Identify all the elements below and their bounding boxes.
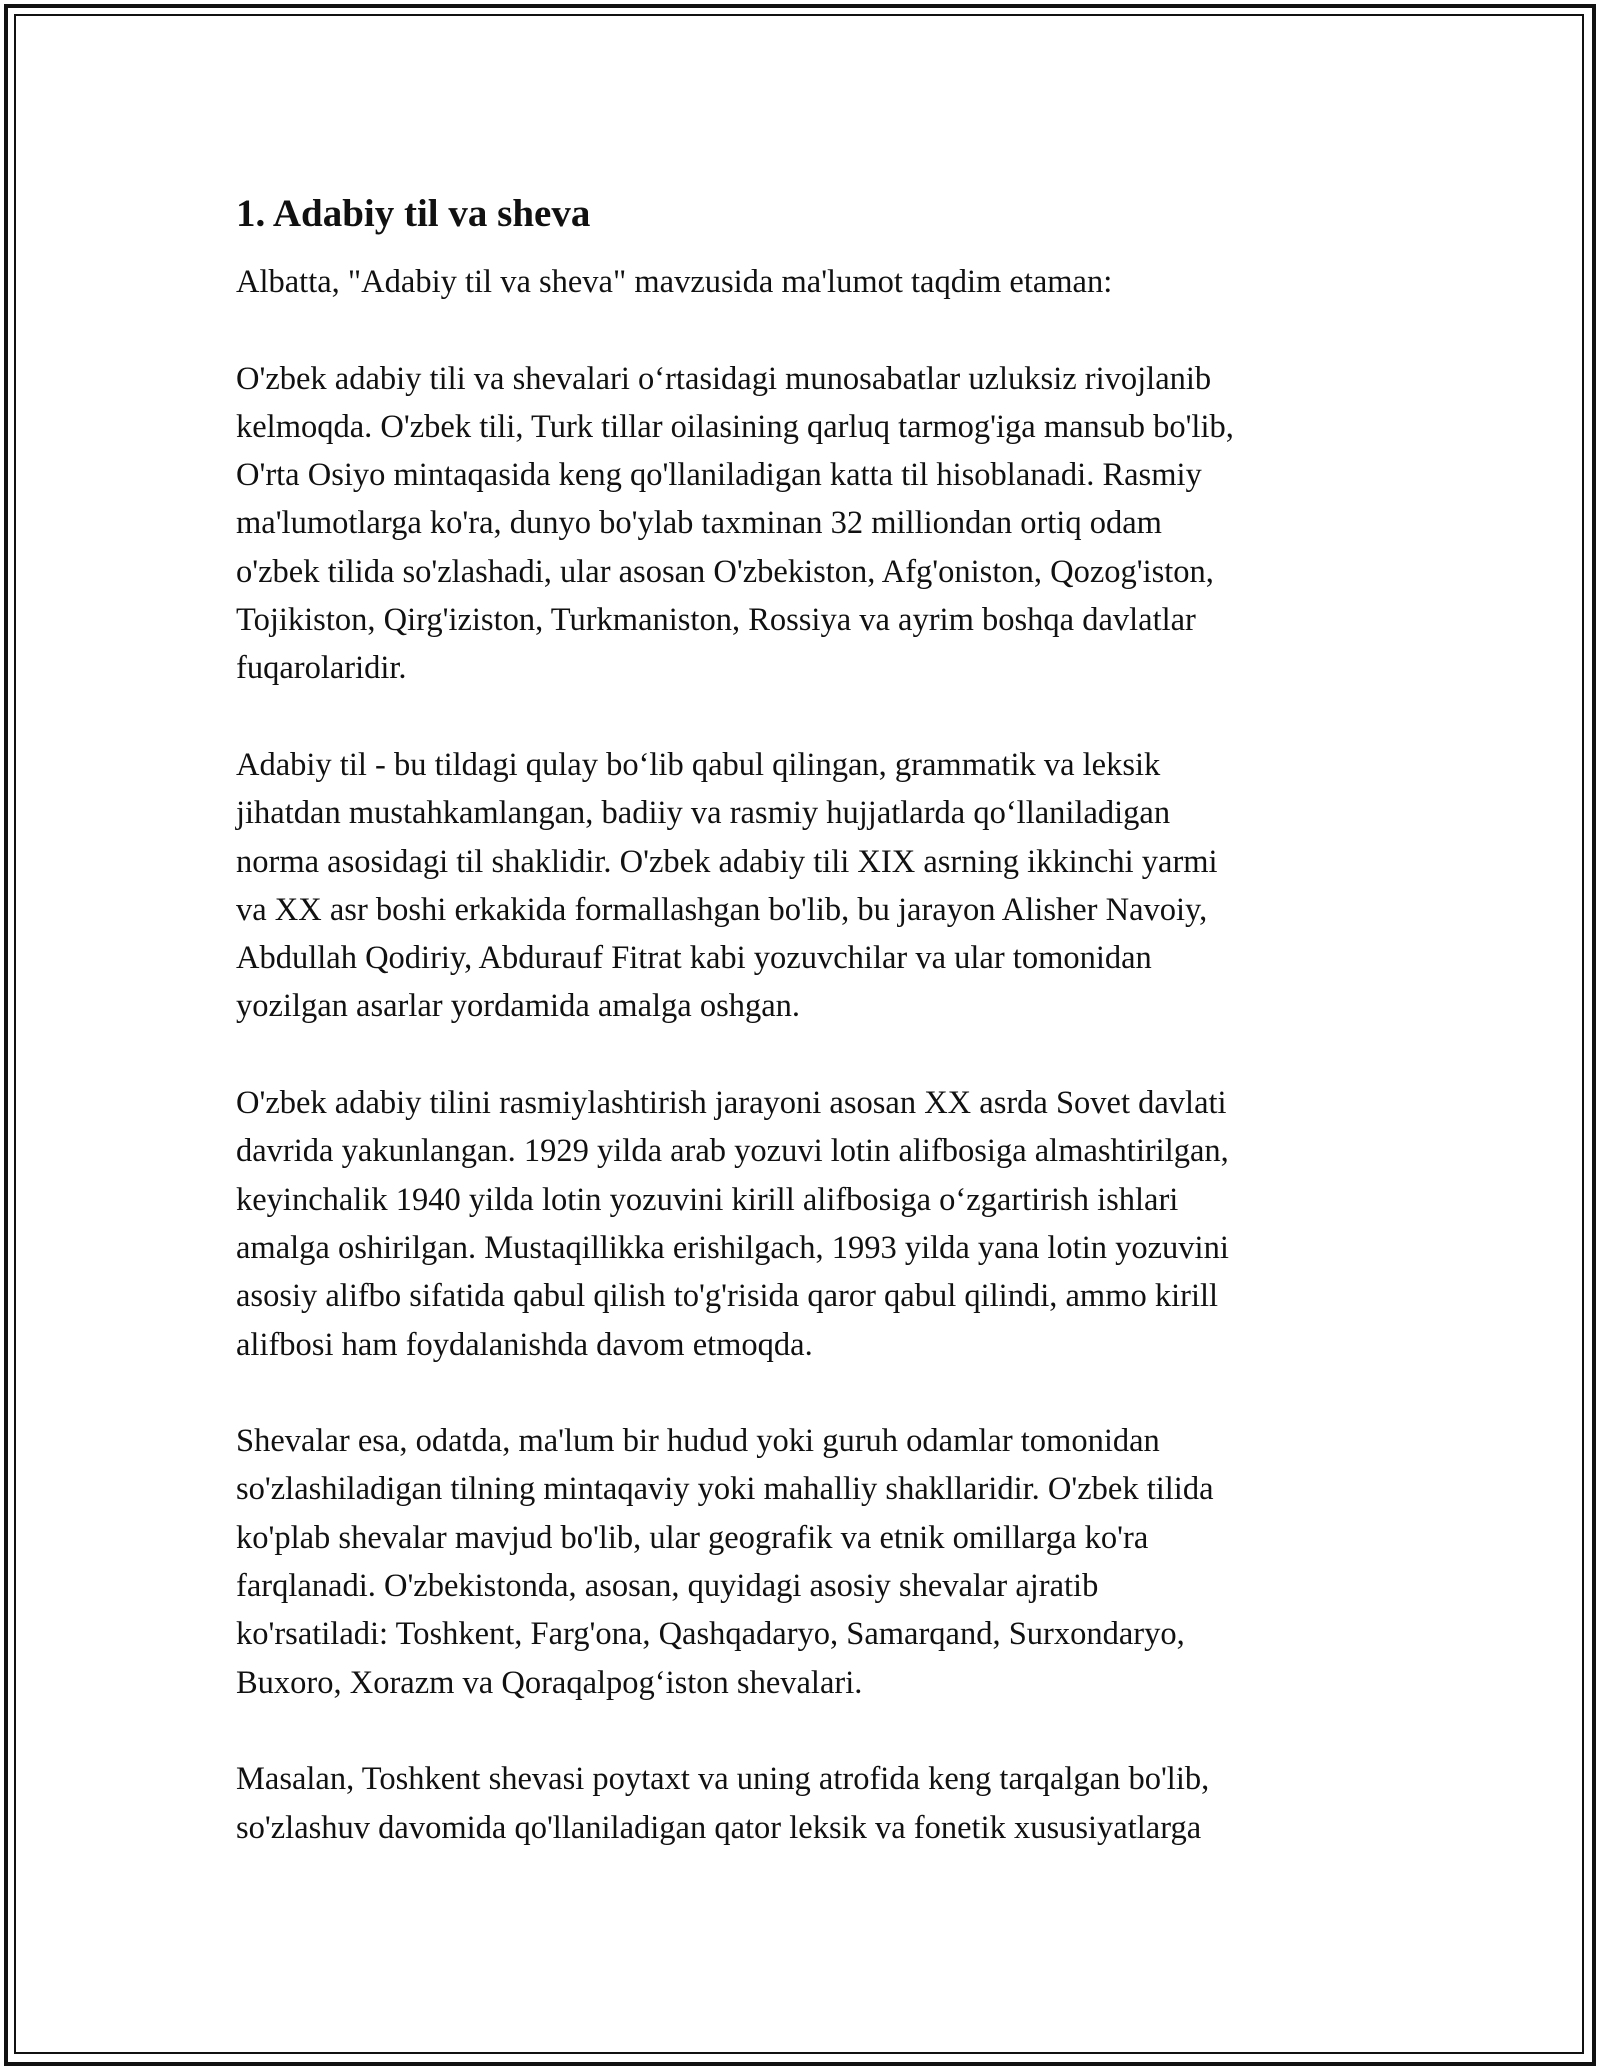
text-line: Shevalar esa, odatda, ma'lum bir hudud yoki guruh odamlar tomonidan [236, 1423, 1160, 1460]
text-line: norma asosidagi til shaklidir. O'zbek adabiy tili XIX asrning ikkinchi yarmi [236, 843, 1218, 880]
paragraph-example [236, 1755, 1376, 1852]
text-line: yozilgan asarlar yordamida amalga oshgan. [236, 988, 801, 1025]
text-line: Masalan, Toshkent shevasi poytaxt va uning atrofida keng tarqalgan bo'lib, [236, 1761, 1210, 1798]
text-line: o'zbek tilida so'zlashadi, ular asosan O'zbekiston, Afg'oniston, Qozog'iston, [236, 553, 1214, 590]
text-line: Albatta, "Adabiy til va sheva" mavzusida ma'lumot taqdim etaman: [236, 264, 1113, 300]
text-line: so'zlashuv davomida qo'llaniladigan qator leksik va fonetik xususiyatlarga [236, 1809, 1202, 1846]
text-line: so'zlashiladigan tilning mintaqaviy yoki mahalliy shakllaridir. O'zbek tilida [236, 1471, 1214, 1508]
paragraph-dialects [236, 1417, 1376, 1707]
text-line: fuqarolaridir. [236, 650, 407, 687]
paragraph-intro [236, 258, 1376, 306]
text-line: farqlanadi. O'zbekistonda, asosan, quyidagi asosiy shevalar ajratib [236, 1568, 1099, 1605]
text-line: Tojikiston, Qirg'iziston, Turkmaniston, Rossiya va ayrim boshqa davlatlar [236, 602, 1196, 639]
text-line: kelmoqda. O'zbek tili, Turk tillar oilasining qarluq tarmog'iga mansub bo'lib, [236, 408, 1234, 445]
text-line: davrida yakunlangan. 1929 yilda arab yozuvi lotin alifbosiga almashtirilgan, [236, 1133, 1229, 1170]
section-heading: 1. Adabiy til va sheva [236, 192, 591, 235]
text-line: Adabiy til - bu tildagi qulay bo‘lib qabul qilingan, grammatik va leksik [236, 746, 1161, 783]
paragraph-literary-language [236, 741, 1376, 1031]
paragraph-language-overview [236, 355, 1376, 693]
text-line: alifbosi ham foydalanishda davom etmoqda. [236, 1326, 813, 1363]
text-line: asosiy alifbo sifatida qabul qilish to'g'risida qaror qabul qilindi, ammo kirill [236, 1278, 1219, 1315]
text-line: Buxoro, Xorazm va Qoraqalpog‘iston shevalari. [236, 1664, 863, 1701]
paragraph-standardization [236, 1079, 1376, 1369]
text-line: ma'lumotlarga ko'ra, dunyo bo'ylab taxminan 32 milliondan ortiq odam [236, 505, 1162, 542]
text-line: Abdullah Qodiriy, Abdurauf Fitrat kabi yozuvchilar va ular tomonidan [236, 940, 1152, 977]
text-line: O'zbek adabiy tilini rasmiylashtirish jarayoni asosan XX asrda Sovet davlati [236, 1085, 1227, 1122]
text-line: O'rta Osiyo mintaqasida keng qo'llaniladigan katta til hisoblanadi. Rasmiy [236, 457, 1202, 494]
document-body [236, 186, 1376, 1900]
text-line: jihatdan mustahkamlangan, badiiy va rasmiy hujjatlarda qo‘llaniladigan [236, 795, 1171, 832]
text-line: keyinchalik 1940 yilda lotin yozuvini kirill alifbosiga o‘zgartirish ishlari [236, 1181, 1179, 1218]
text-line: va XX asr boshi erkakida formallashgan bo'lib, bu jarayon Alisher Navoiy, [236, 891, 1208, 928]
text-line: O'zbek adabiy tili va shevalari o‘rtasidagi munosabatlar uzluksiz rivojlanib [236, 360, 1212, 397]
text-line: ko'rsatiladi: Toshkent, Farg'ona, Qashqadaryo, Samarqand, Surxondaryo, [236, 1616, 1185, 1653]
text-line: ko'plab shevalar mavjud bo'lib, ular geografik va etnik omillarga ko'ra [236, 1519, 1149, 1556]
text-line: amalga oshirilgan. Mustaqillikka erishilgach, 1993 yilda yana lotin yozuvini [236, 1229, 1229, 1266]
